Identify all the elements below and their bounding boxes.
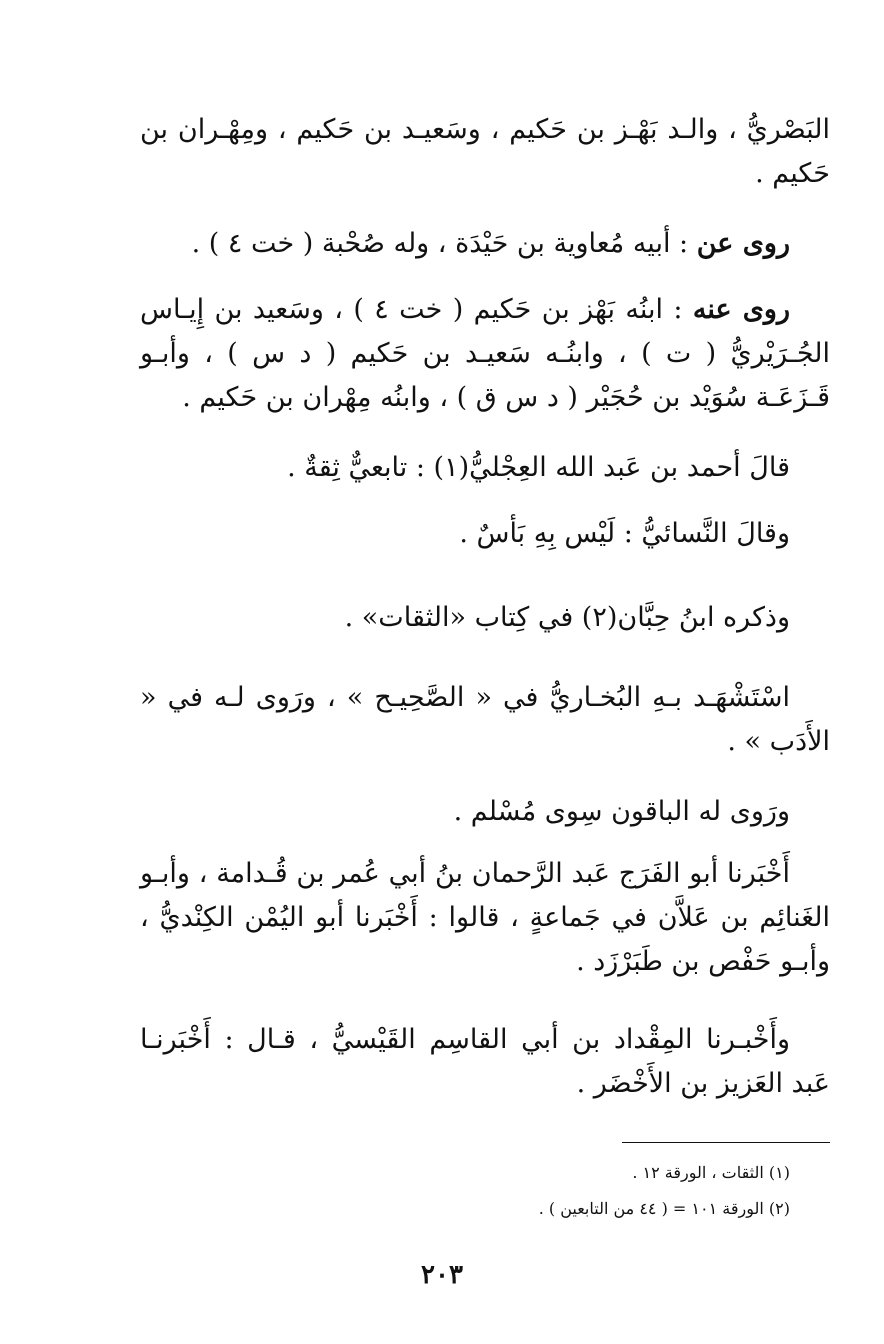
narrated-from-label: روى عن (696, 228, 790, 259)
footnote-text: (٢) الورقة ١٠١ = ( ٤٤ من التابعين ) . (538, 1199, 790, 1218)
paragraph-intro (140, 108, 830, 196)
paragraph-isnad-2 (140, 1018, 830, 1106)
footnote-text: (١) الثقات ، الورقة ١٢ . (632, 1163, 790, 1182)
paragraph-narrated-by (140, 288, 830, 420)
footnote-1 (300, 1162, 790, 1184)
paragraph-text: أَخْبَرنا أبو الفَرَج عَبد الرَّحمان بنُ أبي عُمر بن قُـدامة ، وأبـو الغَنائِم بن عَلاَّن في جَماعةٍ ، قالوا : أَخْبَرنا أبو اليُمْن الكِنْديُّ ، وأبـو حَفْص بن طَبَرْزَد . (140, 858, 830, 977)
paragraph-text: قالَ أحمد بن عَبد الله العِجْليُّ(١) : تابعيٌّ ثِقةٌ . (287, 452, 790, 483)
paragraph-text: : أبيه مُعاوية بن حَيْدَة ، وله صُحْبة ( خت ٤ ) . (191, 228, 697, 259)
paragraph-nasai (140, 512, 830, 556)
paragraph-text: ورَوى له الباقون سِوى مُسْلم . (453, 796, 790, 827)
paragraph-narrated-from (140, 222, 830, 266)
paragraph-text: وأَخْبـرنا المِقْداد بن أبي القاسِم القَيْسيُّ ، قـال : أَخْبَرنـا عَبد العَزيز بن الأَخْضَر . (140, 1024, 830, 1099)
paragraph-text: : ابنُه بَهْز بن حَكيم ( خت ٤ ) ، وسَعيد بن إِيـاس الجُـرَيْريُّ ( ت ) ، وابنُـه سَعيـد بن حَكيم ( د س ) ، وأبـو قَـزَعَـة سُوَيْد بن حُجَيْر ( د س ق ) ، وابنُه مِهْران بن حَكيم . (140, 294, 830, 413)
paragraph-text: اسْتَشْهَـد بـهِ البُخـاريُّ في « الصَّحِيـح » ، ورَوى لـه في « الأَدَب » . (140, 682, 830, 757)
footnote-2 (300, 1198, 790, 1220)
paragraph-text: البَصْريُّ ، والـد بَهْـز بن حَكيم ، وسَعيـد بن حَكيم ، ومِهْـران بن حَكيم . (140, 114, 830, 189)
paragraph-others (140, 790, 830, 834)
paragraph-text: وذكره ابنُ حِبَّان(٢) في كِتاب «الثقات» . (344, 602, 790, 633)
paragraph-ijli (140, 446, 830, 490)
narrated-by-label: روى عنه (692, 294, 790, 325)
page-number: ٢٠٣ (421, 1260, 463, 1290)
paragraph-ibn-hibban (140, 596, 830, 640)
paragraph-isnad-1 (140, 852, 830, 984)
paragraph-text: وقالَ النَّسائيُّ : لَيْس بِهِ بَأسٌ . (459, 518, 790, 549)
paragraph-bukhari (140, 676, 830, 764)
footnote-divider (622, 1142, 830, 1143)
